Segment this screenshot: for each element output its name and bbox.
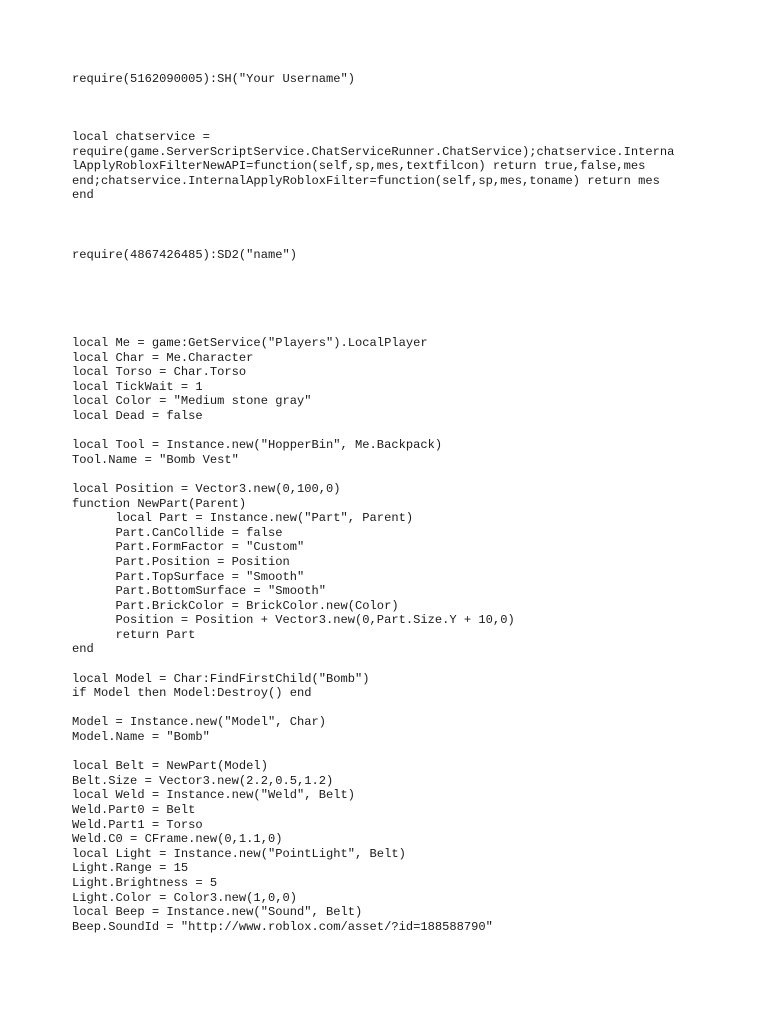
- code-block-require-sd2: require(4867426485):SD2("name"): [72, 248, 297, 262]
- code-block-chatservice: local chatservice = require(game.ServerScriptService.ChatServiceRunner.ChatService);chatservice.Interna lApplyRobloxFilterNewAPI=function(self,sp,mes,textfilcon) return true,false,mes end;chatservice.InternalApplyRobloxFilter=function(self,sp,mes,toname) return mes end: [72, 130, 675, 203]
- code-block-require-sh: require(5162090005):SH("Your Username"): [72, 72, 356, 86]
- code-block-bomb-vest-script: local Me = game:GetService("Players").LocalPlayer local Char = Me.Character local Torso = Char.Torso local TickWait = 1 local Color = "Medium stone gray" local Dead = false local Tool = Instance.new("HopperBin", Me.Backpack) Tool.Name = "Bomb Vest" local Position = Vector3.new(0,100,0) function NewPart(Parent) local Part = Instance.new("Part", Parent) Part.CanCollide = false Part.FormFactor = "Custom" Part.Position = Position Part.TopSurface = "Smooth" Part.BottomSurface = "Smooth" Part.BrickColor = BrickColor.new(Color) Position = Position + Vector3.new(0,Part.Size.Y + 10,0) return Part end local Model = Char:FindFirstChild("Bomb") if Model then Model:Destroy() end Model = Instance.new("Model", Char) Model.Name = "Bomb" local Belt = NewPart(Model) Belt.Size = Vector3.new(2.2,0.5,1.2) local Weld = Instance.new("Weld", Belt) Weld.Part0 = Belt Weld.Part1 = Torso Weld.C0 = CFrame.new(0,1.1,0) local Light = Instance.new("PointLight", Belt) Light.Range = 15 Light.Brightness = 5 Light.Color = Color3.new(1,0,0) local Beep = Instance.new("Sound", Belt) Beep.SoundId = "http://www.roblox.com/asset/?id=188588790": [72, 336, 515, 934]
